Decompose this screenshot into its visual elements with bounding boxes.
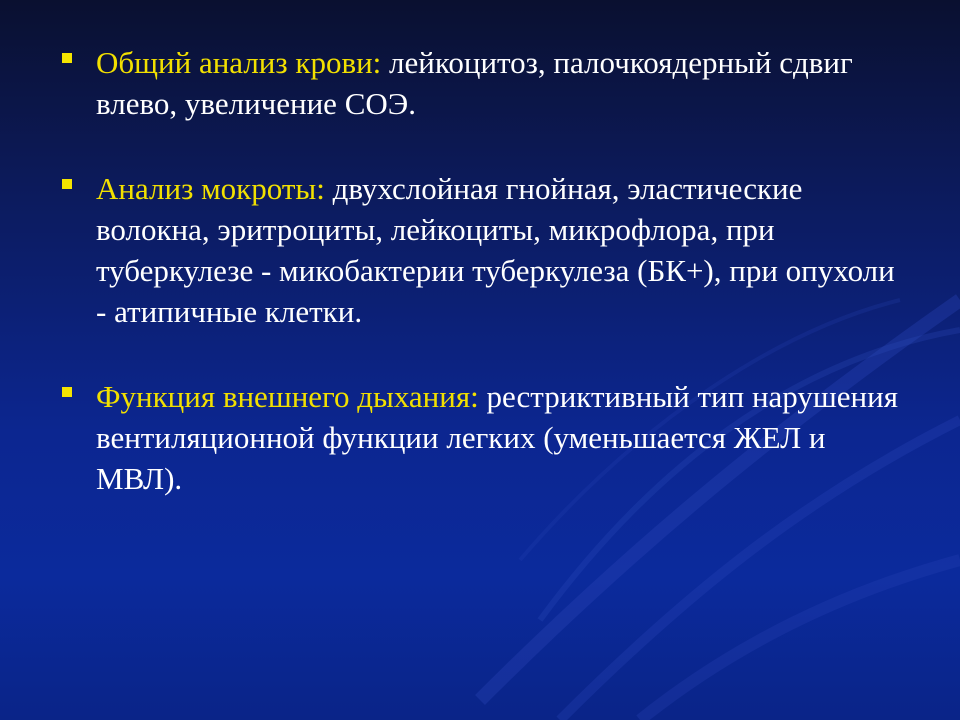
list-item-respiratory-function: [60, 376, 910, 499]
bullet-list: [60, 42, 910, 499]
item-text: рестриктивный тип нарушения вентиляционной функции легких (уменьшается ЖЕЛ и МВЛ).: [96, 379, 898, 496]
bullet-square-icon: [62, 179, 72, 189]
item-text: лейкоцитоз, палочкоядерный сдвиг влево, увеличение СОЭ.: [96, 45, 853, 121]
item-heading: Функция внешнего дыхания:: [96, 379, 479, 414]
bullet-square-icon: [62, 387, 72, 397]
list-item-sputum-test: [60, 168, 910, 332]
item-heading: Общий анализ крови:: [96, 45, 382, 80]
item-heading: Анализ мокроты:: [96, 171, 325, 206]
list-item-blood-test: [60, 42, 910, 124]
item-text: двухслойная гнойная, эластические волокна, эритроциты, лейкоциты, микрофлора, при туберкулезе - микобактерии туберкулеза (БК+), при опухоли - атипичные клетки.: [96, 171, 895, 329]
bullet-square-icon: [62, 53, 72, 63]
